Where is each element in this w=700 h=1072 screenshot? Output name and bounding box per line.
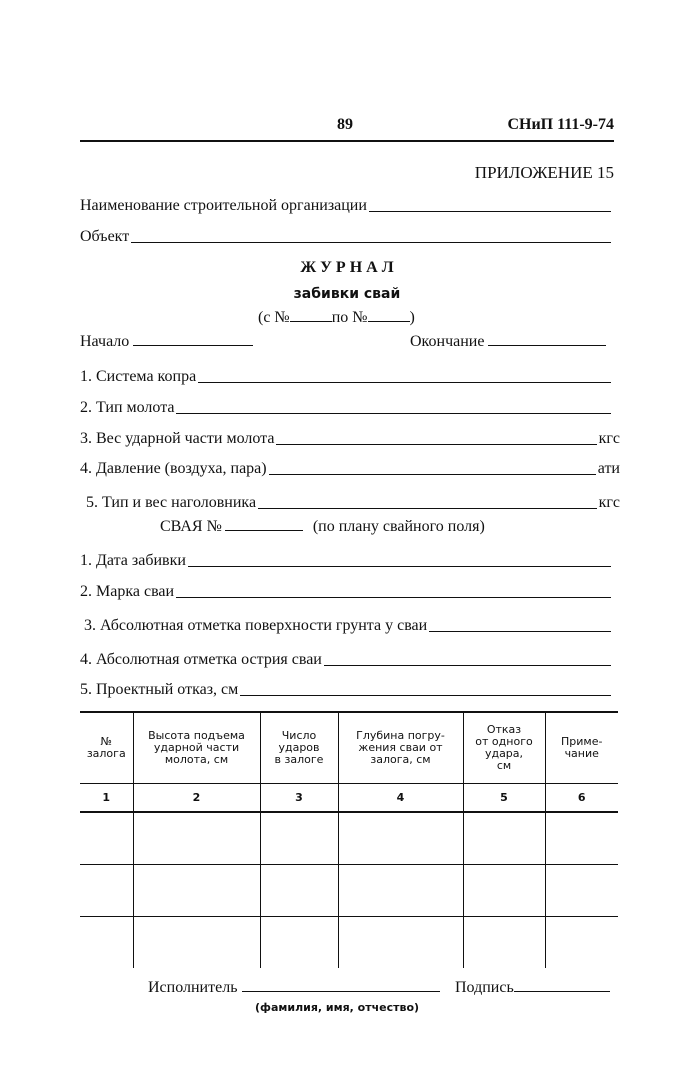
- design-refusal-field[interactable]: [80, 681, 613, 699]
- end-field[interactable]: [410, 333, 606, 351]
- cell[interactable]: [545, 917, 618, 969]
- hammer-type-field[interactable]: [80, 399, 613, 417]
- table-row: [80, 917, 618, 969]
- range-field[interactable]: [258, 309, 415, 327]
- org-label: Наименование строительной организации: [80, 197, 367, 214]
- field-label: 2. Тип молота: [80, 399, 175, 416]
- signature-label: Подпись: [455, 979, 514, 996]
- journal-title: Ж У Р Н А Л: [300, 259, 394, 276]
- tip-level-field[interactable]: [80, 651, 613, 669]
- signature-field[interactable]: [455, 979, 610, 997]
- field-label: 2. Марка сваи: [80, 583, 175, 600]
- start-field[interactable]: [80, 333, 253, 351]
- cell[interactable]: [463, 917, 545, 969]
- cell[interactable]: [80, 812, 133, 865]
- end-label: Окончание: [410, 333, 485, 350]
- field-label: 4. Давление (воздуха, пара): [80, 460, 267, 477]
- range-open: (с №: [258, 309, 290, 326]
- name-hint: (фамилия, имя, отчество): [255, 1001, 420, 1014]
- column-number: 6: [545, 784, 618, 813]
- header-rule: [80, 140, 614, 142]
- executor-label: Исполнитель: [148, 979, 238, 996]
- cell[interactable]: [260, 812, 338, 865]
- page-number: 89: [337, 116, 353, 133]
- appendix-label: ПРИЛОЖЕНИЕ 15: [474, 163, 614, 182]
- unit: кгс: [598, 494, 620, 511]
- pile-label: СВАЯ №: [160, 518, 222, 535]
- org-field[interactable]: [80, 197, 613, 215]
- cap-field[interactable]: [86, 494, 620, 512]
- cell[interactable]: [260, 865, 338, 917]
- field-label: 3. Абсолютная отметка поверхности грунта у сваи: [84, 617, 428, 634]
- field-label: 1. Система копра: [80, 368, 197, 385]
- object-field[interactable]: [80, 228, 613, 246]
- field-label: 4. Абсолютная отметка острия сваи: [80, 651, 322, 668]
- unit: кгс: [598, 430, 620, 447]
- field-label: 3. Вес ударной части молота: [80, 430, 275, 447]
- header-cell: № залога: [80, 712, 133, 784]
- ground-level-field[interactable]: [84, 617, 613, 635]
- header-cell: Приме- чание: [545, 712, 618, 784]
- cell[interactable]: [463, 865, 545, 917]
- pile-note: (по плану свайного поля): [312, 518, 485, 535]
- pile-mark-field[interactable]: [80, 583, 613, 601]
- column-number: 5: [463, 784, 545, 813]
- copra-field[interactable]: [80, 368, 613, 386]
- cell[interactable]: [338, 812, 463, 865]
- field-label: 1. Дата забивки: [80, 552, 186, 569]
- cell[interactable]: [133, 865, 260, 917]
- column-number: 2: [133, 784, 260, 813]
- column-number: 1: [80, 784, 133, 813]
- cell[interactable]: [80, 865, 133, 917]
- header-cell: Число ударов в залоге: [260, 712, 338, 784]
- doc-code: СНиП 111-9-74: [507, 116, 614, 133]
- cell[interactable]: [133, 812, 260, 865]
- column-number-row: [80, 784, 618, 813]
- header-cell: Отказ от одного удара, см: [463, 712, 545, 784]
- cell[interactable]: [545, 865, 618, 917]
- driving-log-table: [80, 711, 618, 968]
- header-cell: Высота подъема ударной части молота, см: [133, 712, 260, 784]
- cell[interactable]: [338, 865, 463, 917]
- unit: ати: [597, 460, 620, 477]
- field-label: 5. Тип и вес наголовника: [86, 494, 257, 511]
- executor-field[interactable]: [148, 979, 440, 997]
- range-close: ): [409, 309, 415, 326]
- column-number: 3: [260, 784, 338, 813]
- object-label: Объект: [80, 228, 130, 245]
- table-header-row: [80, 712, 618, 784]
- pile-field[interactable]: [160, 518, 485, 536]
- cell[interactable]: [545, 812, 618, 865]
- cell[interactable]: [80, 917, 133, 969]
- range-mid: по №: [331, 309, 368, 326]
- date-field[interactable]: [80, 552, 613, 570]
- header-cell: Глубина погру- жения сваи от залога, см: [338, 712, 463, 784]
- cell[interactable]: [133, 917, 260, 969]
- cell[interactable]: [260, 917, 338, 969]
- journal-subtitle: забивки свай: [293, 286, 401, 302]
- table-row: [80, 865, 618, 917]
- cell[interactable]: [463, 812, 545, 865]
- field-label: 5. Проектный отказ, см: [80, 681, 239, 698]
- column-number: 4: [338, 784, 463, 813]
- hammer-weight-field[interactable]: [80, 430, 620, 448]
- table-row: [80, 812, 618, 865]
- cell[interactable]: [338, 917, 463, 969]
- start-label: Начало: [80, 333, 130, 350]
- pressure-field[interactable]: [80, 460, 620, 478]
